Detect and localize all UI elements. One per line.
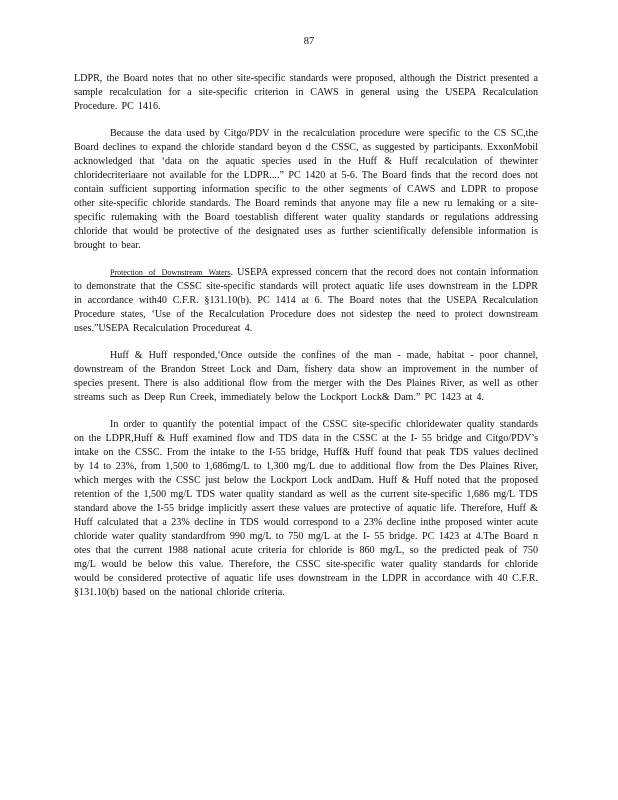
paragraph-2: Because the data used by Citgo/PDV in the recalculation procedure were specific to the CS SC,the Board declines to expand the chloride standard beyon d the CSSC, as suggested by participants. ExxonMobil acknowledged that ‘data on the aquatic species used in the Huff & Huff recalculation of thewinter chloridecriteriaare not available for the LDPR....” PC 1420 at 5-6. The Board finds that the record does not contain sufficient supporting information specific to the other segments of CAWS and LDPR to propose other site-specific chloride standards. The Board reminds that anyone may file a new ru lemaking or a site-specific rulemaking with the Board toestablish different water quality standards or regulations addressing chloride that would be protective of the designated uses as further scientifically defensible information is brought to bear. xyxy=(74,128,538,251)
page-number: 87 xyxy=(303,36,315,47)
paragraph-3 xyxy=(74,266,538,336)
body-text xyxy=(74,72,538,600)
section-heading: Protection of Downstream Waters xyxy=(110,268,231,277)
paragraph-4: Huff & Huff responded,‘Once outside the confines of the man - made, habitat - poor channel, downstream of the Brandon Street Lock and Dam, fishery data show an improvement in the number of species present. There is also additional flow from the merger with the Des Plaines River, as well as other streams such as Deep Run Creek, immediately below the Lockport Lock& Dam.” PC 1423 at 4. xyxy=(74,350,538,403)
paragraph-1: LDPR, the Board notes that no other site-specific standards were proposed, although the District presented a sample recalculation for a site-specific criterion in CAWS in general using the USEPA Recalculation Procedure. PC 1416. xyxy=(74,73,538,112)
paragraph-5: In order to quantify the potential impact of the CSSC site-specific chloridewater quality standards on the LDPR,Huff & Huff examined flow and TDS data in the CSSC at the I- 55 bridge and Citgo/PDV’s intake on the CSSC. From the intake to the I-55 bridge, Huff& Huff found that peak TDS values declined by 14 to 23%, from 1,500 to 1,686mg/L to 1,300 mg/L due to additional flow from the Des Plaines River, which merges with the CSSC just below the Lockport Lock andDam. Huff & Huff noted that the proposed retention of the 1,500 mg/L TDS water quality standard as well as the current site-specific 1,686 mg/L TDS standard above the I-55 bridge implicitly assert these values are protective of aquatic life. Therefore, Huff & Huff calculated that a 23% decline in TDS would correspond to a 23% decline inthe proposed winter acute chloride water quality standardfrom 990 mg/L to 750 mg/L at the I- 55 bridge. PC 1423 at 4.The Board n otes that the current 1988 national acute criteria for chloride is 860 mg/L, so the predicted peak of 750 mg/L would be below this value. Therefore, the CSSC site-specific water quality standards for chloride would be considered protective of aquatic life uses downstream in the LDPR in accordance with 40 C.F.R. §131.10(b) based on the national chloride criteria. xyxy=(74,419,538,598)
paragraph-3-text: . USEPA expressed concern that the record does not contain information to demonstrate that the CSSC site-specific standards will protect aquatic life uses downstream in the LDPR in accordance with40 C.F.R. §131.10(b). PC 1414 at 6. The Board notes that the USEPA Recalculation Procedure states, ‘Use of the Recalculation Procedure does not sidestep the need to protect downstream uses.”USEPA Recalculation Procedureat 4. xyxy=(74,267,539,334)
